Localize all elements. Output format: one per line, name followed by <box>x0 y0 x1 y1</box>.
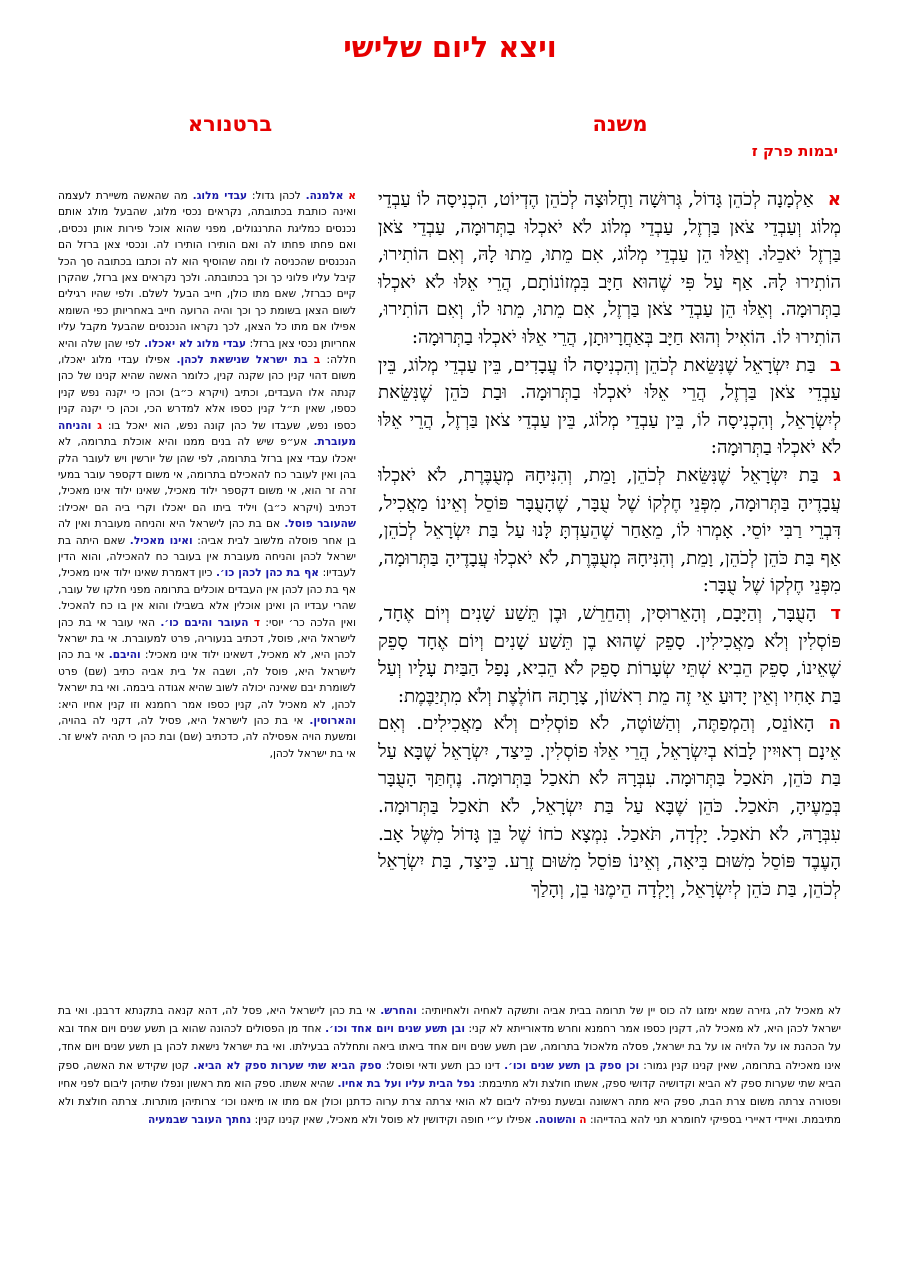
commentary-text: אי בת כהן לישראל היא, פסל לה, דהא קנאה בתקנתא דרבנן. ואי בת ישראל לכהן היא, לא מאכיל לה, דקנין כספו אמר רחמנא וחרש מדאורייתא לא קני: <box>58 1005 841 1036</box>
page-title: ויצא ליום שלישי <box>343 30 557 64</box>
commentary-text: אפילו ע״י חופה וקידושין לא פוסל ולא מאכיל, שאין קנינו קנין: <box>254 1114 532 1127</box>
mishna-text-column <box>378 186 841 996</box>
commentary-text: כיון דאמרת שאינו ילוד אינו מאכיל, אף בת כהן לכהן אין העבדים אוכלים בתרומה מפני חלקו של עובר, שהרי עבדיו הן ואינן אוכלין אלא בשבילו והוא אין בו כח להאכיל. ואין הלכה כר׳ יוסי: <box>58 567 356 629</box>
commentary-heading: אלמנה. <box>305 190 344 202</box>
mishna-number: ה <box>828 713 841 735</box>
commentary-text: לפי שהן שלה והיא חללה: <box>58 337 356 367</box>
commentary-text: לכהן גדול: <box>251 190 301 202</box>
commentary-text: לא מאכיל לה, גזירה שמא ימזגו לה כוס יין של תרומה בבית אביה ותשקה לאחיה ולאחיותיה: <box>421 1005 841 1017</box>
commentary-text: אם בת כהן לישראל היא והניחה מעוברת ואין לה בן אחר פוסלה מלשוב לבית אביה: <box>58 518 356 547</box>
mishna-paragraph <box>378 352 841 462</box>
commentary-mishna-number: ד <box>253 616 261 629</box>
commentary-text: שאם היתה בת ישראל לכהן והניחה מעוברת אין בעובר כח להאכילה, והוא הדין לעבדיו: <box>58 534 356 580</box>
commentary-mishna-number: א <box>348 190 356 202</box>
mishna-text: בַּת יִשְׂרָאֵל שֶׁנִּשֵּׂאת לְכֹהֵן, וָמֵת, וְהִנִּיחָהּ מְעֻבֶּרֶת, לֹא יֹאכְלוּ עֲבָדֶיהָ בַּתְּרוּמָה, מִפְּנֵי חֶלְקוֹ שֶׁל עֻבָּר, שֶׁהָעֻבָּר פּוֹסֵל וְאֵינוֹ מַאֲכִיל, דִּבְרֵי רַבִּי יוֹסֵי. אָמְרוּ לוֹ, מֵאַחַר שֶׁהֵעַדְתָּ לָּנוּ עַל בַּת יִשְׂרָאֵל לְכֹהֵן, אַף בַּת כֹּהֵן לְכֹהֵן, וָמֵת, וְהִנִּיחָהּ מְעֻבֶּרֶת, לֹא יֹאכְלוּ עֲבָדֶיהָ בַּתְּרוּמָה, מִפְּנֵי חֶלְקוֹ שֶׁל עֻבָּר: <box>378 464 841 597</box>
commentary-heading: וכן ספק בן תשע שנים וכו׳. <box>504 1059 640 1072</box>
commentary-heading: והניחה מעוברת. <box>58 419 356 449</box>
mishna-text: הָעֻבָּר, וְהַיָּבָם, וְהָאֵרוּסִין, וְהַחֵרֵשׁ, וּבֶן תֵּשַׁע שָׁנִים וְיוֹם אֶחָד, פּוֹסְלִין וְלֹא מַאֲכִילִין. סָפֵק שֶׁהוּא בֶן תֵּשַׁע שָׁנִים וְיוֹם אֶחָד סָפֵק שֶׁאֵינוֹ, סָפֵק הֵבִיא שְׁתֵּי שְׂעָרוֹת סָפֵק לֹא הֵבִיא, נָפַל הַבַּיִת עָלָיו וְעַל בַּת אָחִיו וְאֵין יָדוּעַ אֵי זֶה מֵת רִאשׁוֹן, צָרָתָהּ חוֹלֶצֶת וְלֹא מִתְיַבֶּמֶת: <box>378 602 841 707</box>
mishna-column-header: משנה <box>592 112 648 136</box>
commentary-text: אחד מן הפסולים לכהונה שהוא בן תשע שנים ויום אחד ובא על הכהנת או על הלויה או על בת ישראל, פסלה מלאכול בתרומה, שבן תשע שנים ויום אחד ביאתו ביאה ותחללה בבעילתו. ואי בת ישראל נישאת לכהן בן תשע שנים ויום אחד, אינו מאכילה בתרומה, שאין קנינו קנין גמור: <box>58 1023 841 1072</box>
mishna-number: ב <box>829 354 841 376</box>
commentary-text: מה שהאשה משיירת לעצמה ואינה כותבת בכתובתה, נקראים נכסי מלוג, שהבעל מולג אותם נכנסים כמליגת התרנגולים, מפני שהוא אוכל פירות אותן נכסים, ואם פחתו פחתו לה ואם הותירו הותירו לה. ונכסי צאן ברזל הם הנכנסים שהכניסה לו ומה שהוסיף הוא לה וכתבו בכתובה סך הכל קיבל עליו פלוני כך וכך בכתובתה. ולכך נקראים צאן ברזל, שהקרן קיים כברזל, שאם מתו כולן, חייב הבעל לשלם. ולפי שהיו רגילים לשום הצאן בשומת כך וכך והיה הרועה חייב באחריותן כפי השומא אפילו אם מתו כל הצאן, לכך נקראו הנכנסים שהבעל מקבל עליו אחריותן נכסי צאן ברזל: <box>58 190 356 350</box>
bartenura-commentary-continuation <box>58 1002 841 1220</box>
commentary-text: שהיא אשתו. ספק הוא מת ראשון ונפלו שתיהן ליבום לפני אחיו ופטורה צרתה משום צרת הבת, ספק היא מתה ראשונה ובשעת נפילה ליבום לא הואי צרתה צרת ערוה כדתנן וכולן אם מתו או מיאנו וכו׳ צרותיהן מותרות. צרתה חולצת ולא מתיבמת. ואיידי דאיירי בספיקי לחומרא תני להא בהדייהו: <box>58 1077 841 1127</box>
commentary-text: אע״פ שיש לה בנים ממנו והיא אוכלת בתרומה, לא יאכלו עבדי צאן ברזל בתרומה, לפי שהן של יורשין ויש לעובר הלק בהן ואין לעובר כח להאכילם בתרומה, אי משום דקספר עובר במעי זרה זר הוא, אי משום דקספר ילוד מאכיל, שאינו ילוד אינו מאכיל, דכתיב (ויקרא כ״ב) ויליד ביתו הם יאכלו וקרי ביה הם יאכילו: <box>58 436 356 514</box>
mishna-paragraph <box>378 186 841 352</box>
mishna-paragraph <box>378 462 841 600</box>
commentary-flow <box>58 188 356 762</box>
commentary-heading: בת ישראל שנישאת לכהן. <box>176 354 308 367</box>
mishna-text: אַלְמָנָה לְכֹהֵן גָּדוֹל, גְּרוּשָׁה וַחֲלוּצָה לְכֹהֵן הֶדְיוֹט, הִכְנִיסָה לוֹ עַבְדֵי מְלוֹג וְעַבְדֵי צֹאן בַּרְזֶל, עַבְדֵי מְלוֹג לֹא יֹאכְלוּ בַתְּרוּמָה, עַבְדֵי צֹאן בַּרְזֶל יֹאכֵלוּ. וְאֵלּוּ הֵן עַבְדֵי מְלוֹג, אִם מֵתוּ, מֵתוּ לָהּ, וְאִם הוֹתִירוּ, הוֹתִירוּ לָהּ. אַף עַל פִּי שֶׁהוּא חַיָּב בִּמְזוֹנוֹתָם, הֲרֵי אֵלּוּ לֹא יֹאכְלוּ בַתְּרוּמָה. וְאֵלּוּ הֵן עַבְדֵי צֹאן בַּרְזֶל, אִם מֵתוּ, מֵתוּ לוֹ, וְאִם הוֹתִירוּ, הוֹתִירוּ לוֹ. הוֹאִיל וְהוּא חַיָּב בְּאַחֲרָיוּתָן, הֲרֵי אֵלּוּ יֹאכְלוּ בַתְּרוּמָה: <box>378 189 841 348</box>
commentary-text: האי עובר אי בת כהן לישראל היא, פוסל, דכתיב בנעוריה, פרט למעוברת. אי בת ישראל לכהן היא, לא מאכיל, דשאינו ילוד אינו מאכיל: <box>58 616 356 662</box>
commentary-text: דינו כבן תשע ודאי ופוסל: <box>385 1059 500 1072</box>
commentary-heading: ספק הביא שתי שערות ספק לא הביא. <box>193 1059 382 1072</box>
bartenura-commentary-column <box>58 188 356 998</box>
commentary-heading: עבדי מלוג לא יאכלו. <box>144 337 247 350</box>
commentary-text: אי בת כהן לישראל היא, פוסל לה, ושבה אל בית אביה כתיב (שם) פרט לשומרת יבם שאינה יכולה לשוב שהיא אגודה ביבמה. ואי בת ישראל לכהן, לא מאכיל לה, קנין כספו אמר רחמנא וזו קנין אחיו היא: <box>58 649 356 711</box>
mishna-text: בַּת יִשְׂרָאֵל שֶׁנִּשֵּׂאת לְכֹהֵן וְהִכְנִיסָה לוֹ עֲבָדִים, בֵּין עַבְדֵי מְלוֹג, בֵּין עַבְדֵי צֹאן בַּרְזֶל, הֲרֵי אֵלּוּ יֹאכְלוּ בַתְּרוּמָה. וּבַת כֹּהֵן שֶׁנִּשֵּׂאת לְיִשְׂרָאֵל, וְהִכְנִיסָה לוֹ, בֵּין עַבְדֵי מְלוֹג, בֵּין עַבְדֵי צֹאן בַּרְזֶל, הֲרֵי אֵלּוּ לֹא יֹאכְלוּ בַתְּרוּמָה: <box>378 354 841 459</box>
commentary-heading: נפל הבית עליו ועל בת אחיו. <box>337 1077 476 1090</box>
commentary-text: אפילו עבדי מלוג יאכלו, משום דהוי קנין כהן שקנה קנין, כלומר האשה שהיא קנינו של כהן קנתה אלו העבדים, וכתיב (ויקרא כ״ב) וכהן כי יקנה נפש קנין כספו, שאין ת״ל קנין כספו אלא למדרש הכי, וכהן כי יקנה קנין כספו נפש, שעבדו של כהן קונה נפש, הוא יאכל בו: <box>58 354 356 432</box>
bartenura-column-header: ברטנורא <box>187 112 273 136</box>
commentary-mishna-number: ג <box>97 419 102 432</box>
mishna-paragraph <box>378 600 841 710</box>
mishna-number: ד <box>830 602 841 624</box>
mishna-number: ג <box>832 464 841 486</box>
commentary-heading: והחרש. <box>380 1005 417 1017</box>
commentary-heading: העובר והיבם כו׳. <box>160 616 249 629</box>
commentary-heading: שהעובר פוסל. <box>284 518 356 531</box>
commentary-text: קטן שקידש את האשה, ספק הביא שתי שערות ספק לא הביא וקדושיה קדושי ספק, אשתו חולצת ולא מתיבמת: <box>58 1059 841 1090</box>
commentary-heading: אף בת כהן לכהן כו׳. <box>215 567 319 580</box>
commentary-heading: ואינו מאכיל. <box>129 534 193 547</box>
commentary-heading: והיבם. <box>108 649 141 662</box>
commentary-text: אי בת כהן לישראל היא, פסיל לה, דקני לה בהויה, ומשעת הויה אפסילה לה, כדכתיב (שם) ובת כהן כי תהיה לאיש זר. אי בת ישראל לכהן, <box>58 715 356 760</box>
commentary-flow <box>58 1002 841 1129</box>
chapter-label: יבמות פרק ז <box>751 142 838 160</box>
commentary-mishna-number: ה <box>579 1114 587 1127</box>
commentary-heading: והשוטה. <box>534 1114 576 1127</box>
commentary-heading: עבדי מלוג. <box>192 190 248 202</box>
commentary-heading: ובן תשע שנים ויום אחד וכו׳. <box>325 1023 465 1036</box>
mishna-number: א <box>827 189 841 210</box>
mishna-paragraph <box>378 710 841 903</box>
commentary-heading: והארוסין. <box>309 715 356 727</box>
commentary-heading: נחתך העובר שבמעיה <box>147 1114 252 1127</box>
commentary-mishna-number: ב <box>313 354 321 367</box>
mishna-text: הָאוֹנֵס, וְהַמְפַתֶּה, וְהַשּׁוֹטֶה, לֹא פוֹסְלִים וְלֹא מַאֲכִילִים. וְאִם אֵינָם רְאוּיִין לָבוֹא בְיִשְׂרָאֵל, הֲרֵי אֵלּוּ פוֹסְלִין. כֵּיצַד, יִשְׂרָאֵל שֶׁבָּא עַל בַּת כֹּהֵן, תֹּאכַל בַּתְּרוּמָה. עִבְּרָהּ לֹא תֹאכַל בַּתְּרוּמָה. נֶחְתַּךְ הָעֻבָּר בְּמֵעֶיהָ, תֹּאכַל. כֹּהֵן שֶׁבָּא עַל בַּת יִשְׂרָאֵל, לֹא תֹאכַל בַּתְּרוּמָה. עִבְּרָהּ, לֹא תֹאכַל. יָלְדָה, תֹּאכַל. נִמְצָא כֹחוֹ שֶׁל בֵּן גָּדוֹל מִשֶּׁל אָב. הָעֶבֶד פּוֹסֵל מִשּׁוּם בִּיאָה, וְאֵינוֹ פּוֹסֵל מִשּׁוּם זֶרַע. כֵּיצַד, בַּת יִשְׂרָאֵל לְכֹהֵן, בַּת כֹּהֵן לְיִשְׂרָאֵל, וְיָלְדָה הֵימֶנּוּ בֵן, וְהָלַךְ <box>378 713 841 900</box>
